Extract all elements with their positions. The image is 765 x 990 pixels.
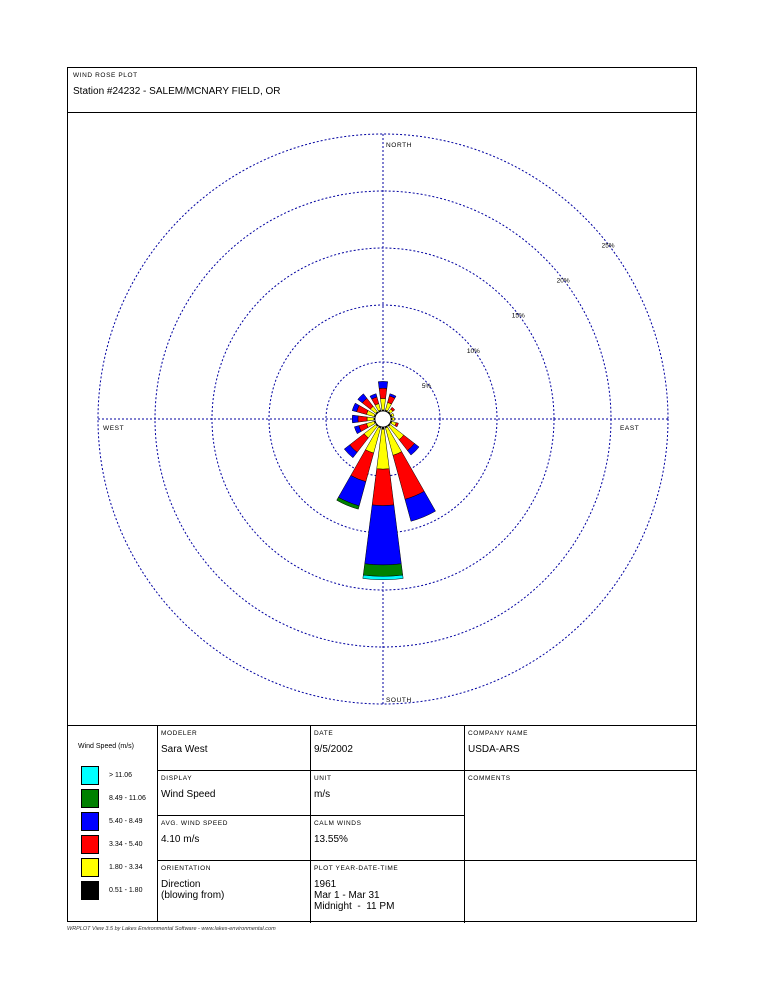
ring-label-15: 15% xyxy=(511,312,525,320)
petal-90-bin-2 xyxy=(392,418,394,421)
station-name: Station #24232 - SALEM/MCNARY FIELD, OR xyxy=(73,86,281,97)
legend-swatch-6 xyxy=(81,766,99,785)
orientation-label: ORIENTATION xyxy=(161,865,212,872)
date-value: 9/5/2002 xyxy=(314,744,353,755)
legend-swatch-4 xyxy=(81,812,99,831)
petal-180-bin-4 xyxy=(365,505,402,565)
plot-period-label: PLOT YEAR-DATE-TIME xyxy=(314,865,399,872)
avg-speed-value: 4.10 m/s xyxy=(161,834,200,845)
wind-rose-petals xyxy=(337,381,436,579)
petal-0-bin-2 xyxy=(380,398,385,409)
petal-0-bin-3 xyxy=(379,388,387,398)
legend-title: Wind Speed (m/s) xyxy=(78,743,135,750)
petal-157.5-bin-3 xyxy=(393,452,424,500)
legend-swatch-5 xyxy=(81,789,99,808)
calm-value: 13.55% xyxy=(314,834,348,845)
info-panel xyxy=(68,725,696,922)
petal-180-bin-3 xyxy=(372,469,394,506)
date-label: DATE xyxy=(314,730,334,737)
empty-cell xyxy=(465,861,697,923)
legend-label-3: 3.34 - 5.40 xyxy=(109,841,143,848)
ring-label-25: 25% xyxy=(601,242,615,250)
legend-label-5: 8.49 - 11.06 xyxy=(109,795,146,802)
modeler-cell xyxy=(158,726,311,771)
modeler-value: Sara West xyxy=(161,744,208,755)
date-cell xyxy=(311,726,465,771)
orientation-value: Direction (blowing from) xyxy=(161,879,225,901)
comments-label: COMMENTS xyxy=(468,775,511,782)
modeler-label: MODELER xyxy=(161,730,198,737)
wind-rose-chart xyxy=(68,68,698,725)
compass-label-east: EAST xyxy=(620,425,640,432)
plot-title: WIND ROSE PLOT xyxy=(73,72,138,79)
legend-label-4: 5.40 - 8.49 xyxy=(109,818,143,825)
display-value: Wind Speed xyxy=(161,789,216,800)
compass-label-north: NORTH xyxy=(386,142,412,149)
legend xyxy=(68,726,158,922)
unit-label: UNIT xyxy=(314,775,332,782)
company-label: COMPANY NAME xyxy=(468,730,529,737)
company-value: USDA-ARS xyxy=(468,744,520,755)
legend-swatch-3 xyxy=(81,835,99,854)
software-credit: WRPLOT View 3.5 by Lakes Environmental Software - www.lakes-environmental.com xyxy=(67,926,276,932)
legend-label-1: 0.51 - 1.80 xyxy=(109,887,143,894)
petal-270-bin-4 xyxy=(352,415,358,423)
plot-period-cell xyxy=(311,861,465,923)
legend-swatch-2 xyxy=(81,858,99,877)
avg-speed-label: AVG. WIND SPEED xyxy=(161,820,229,827)
petal-0-bin-4 xyxy=(378,381,387,388)
legend-label-2: 1.80 - 3.34 xyxy=(109,864,143,871)
unit-value: m/s xyxy=(314,789,331,800)
display-cell xyxy=(158,771,311,816)
avg-speed-cell xyxy=(158,816,311,861)
ring-label-5: 5% xyxy=(421,382,432,390)
compass-label-west: WEST xyxy=(103,425,125,432)
legend-swatch-1 xyxy=(81,881,99,900)
company-cell xyxy=(465,726,697,771)
calm-label: CALM WINDS xyxy=(314,820,362,827)
orientation-cell xyxy=(158,861,311,923)
plot-period-value: 1961 Mar 1 - Mar 31 Midnight - 11 PM xyxy=(314,879,395,912)
display-label: DISPLAY xyxy=(161,775,193,782)
legend-label-6: > 11.06 xyxy=(109,772,133,779)
compass-label-south: SOUTH xyxy=(386,697,412,704)
comments-cell xyxy=(465,771,697,861)
petal-270-bin-2 xyxy=(367,417,374,421)
calm-cell xyxy=(311,816,465,861)
petal-180-bin-5 xyxy=(363,564,402,577)
report-frame xyxy=(67,67,697,922)
unit-cell xyxy=(311,771,465,816)
petal-270-bin-3 xyxy=(358,416,367,422)
calm-circle xyxy=(375,411,391,427)
ring-label-20: 20% xyxy=(556,277,570,285)
ring-label-10: 10% xyxy=(466,347,480,355)
